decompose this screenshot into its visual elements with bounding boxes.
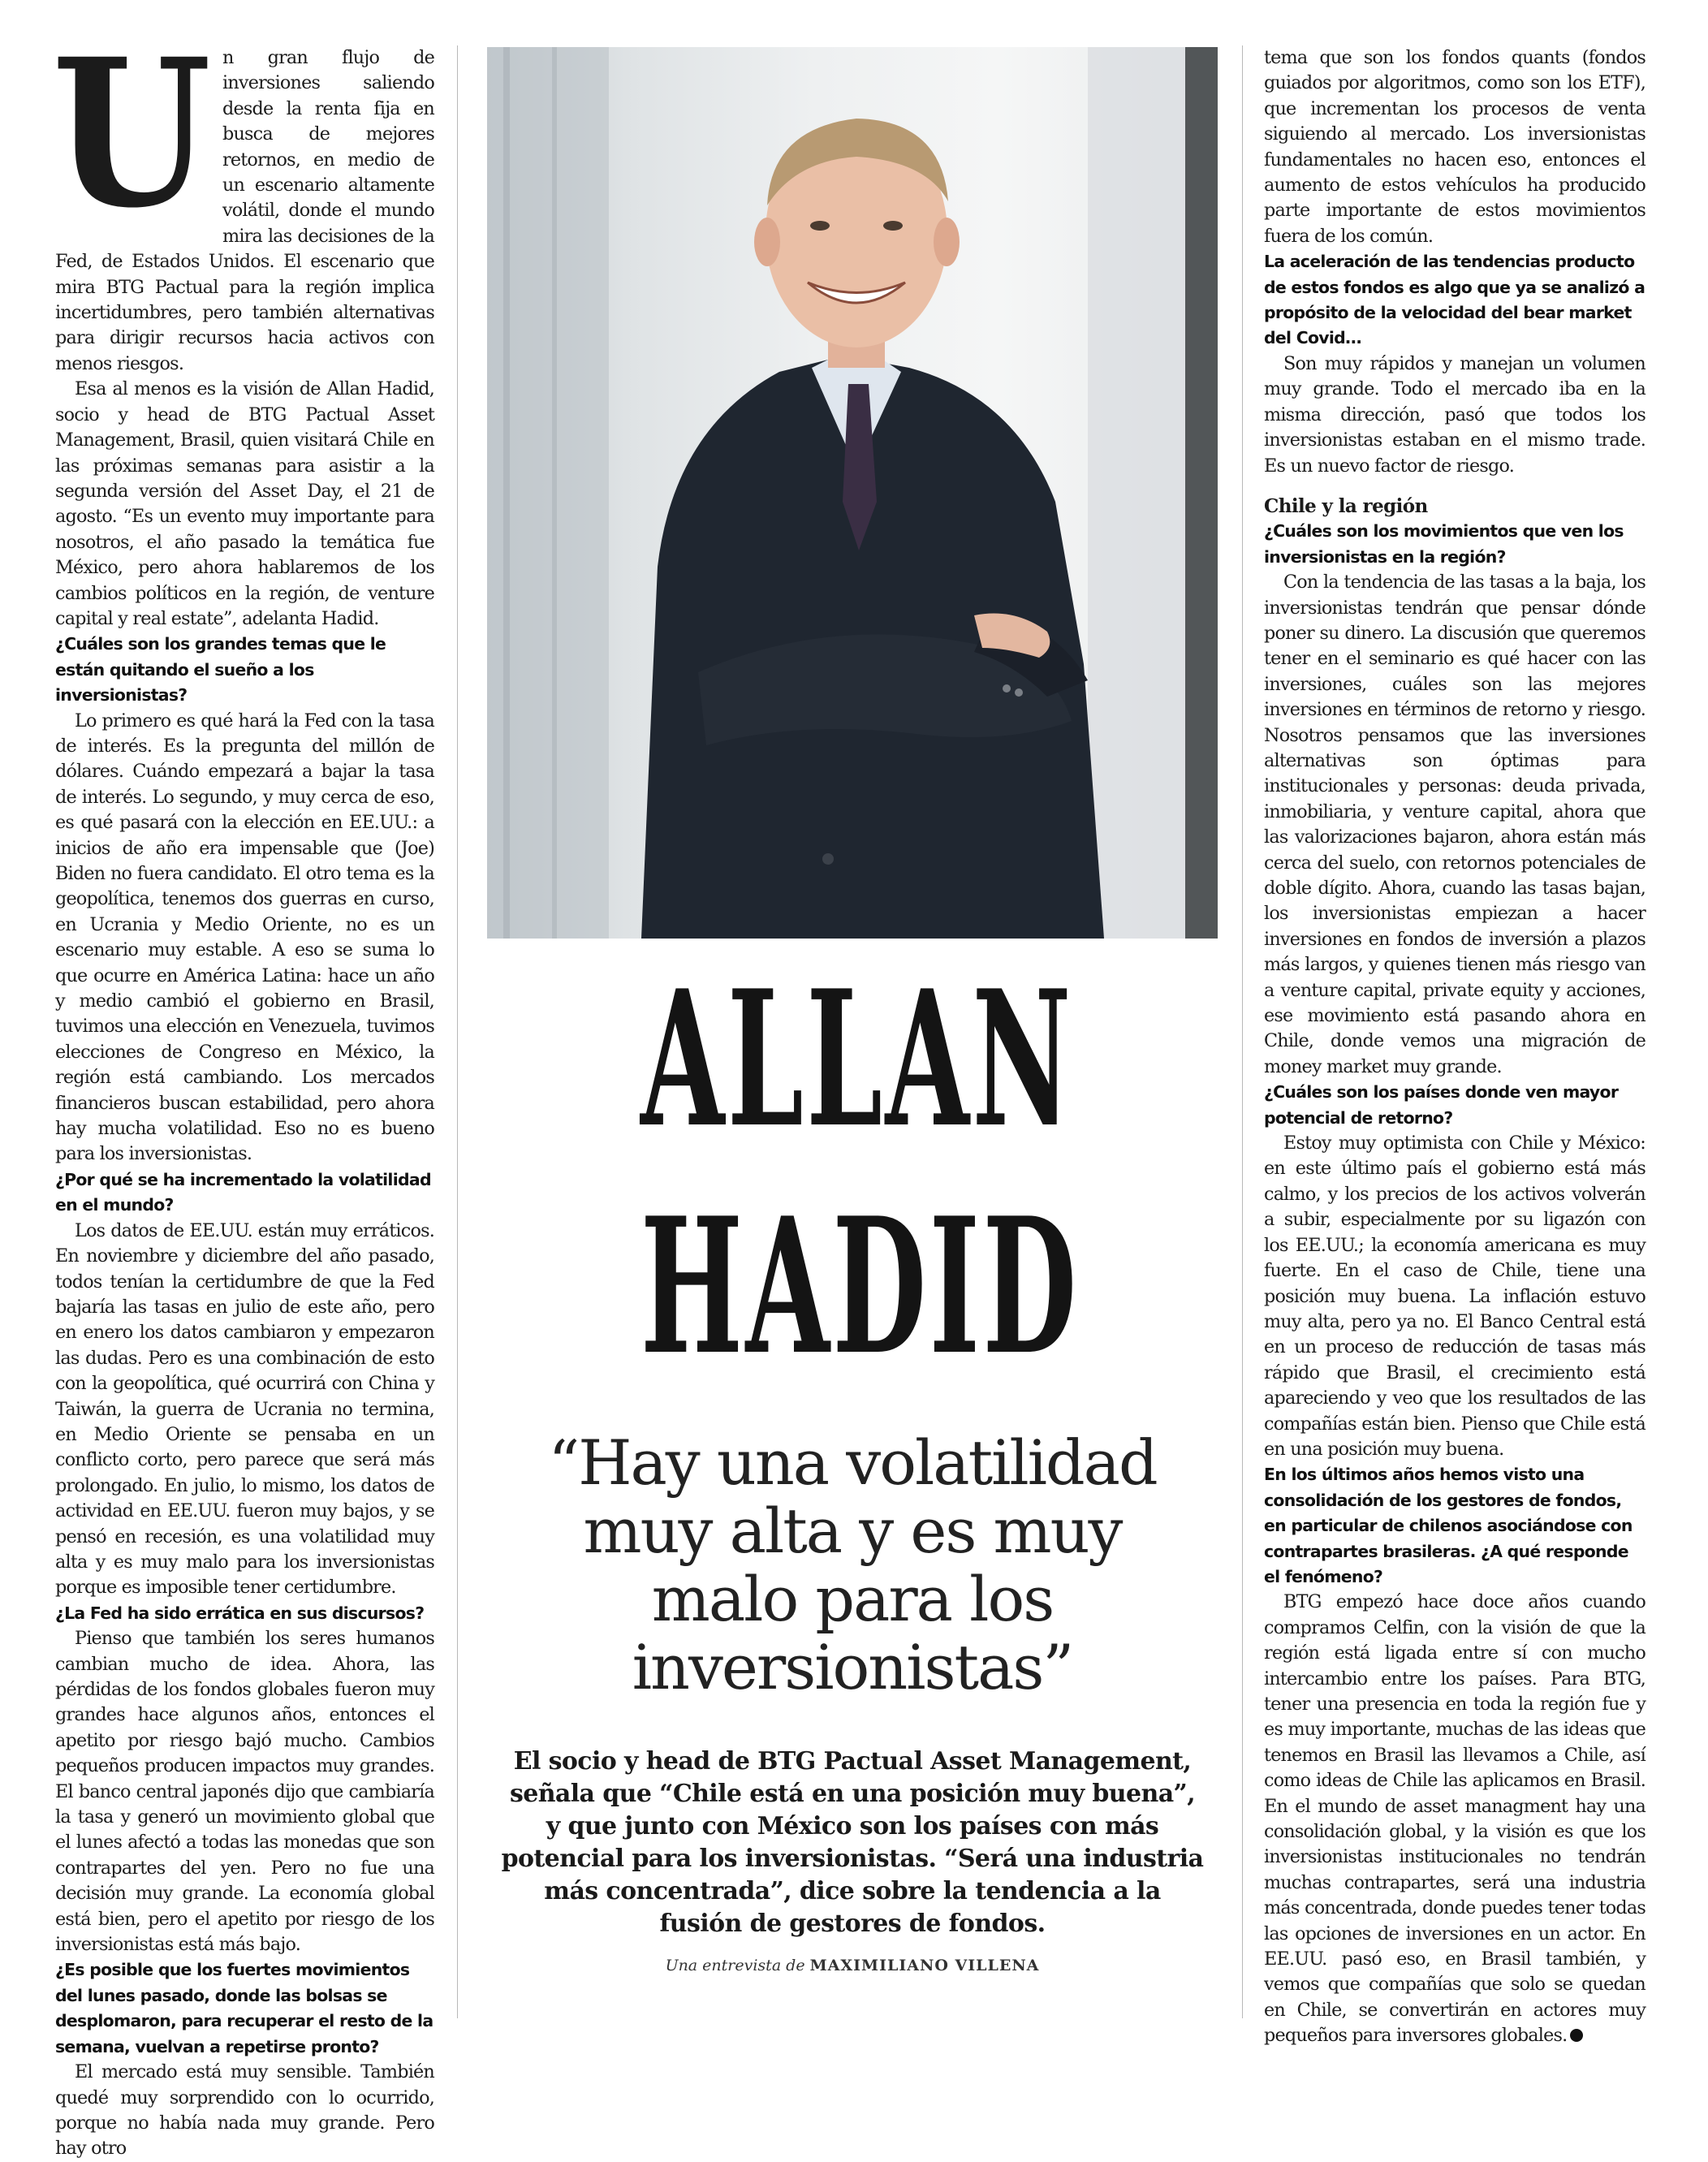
interview-answer [1264,1590,1645,2048]
interview-answer: Estoy muy optimista con Chile y México: en este último país el gobierno está más calmo, y los precios de los activos volverán a subir, especialmente por su ligazón con los EE.UU.; la economía americana es muy fuerte. En el caso de Chile, tiene una posición muy buena. La inflación estuvo muy alta, pero ya no. El Banco Central está en un proceso de reducción de tasas más rápido que Brasil, el crecimiento está apareciendo y veo que los resultados de las compañías están bien. Pienso que Chile está en una posición muy buena. [1264,1133,1645,1460]
interview-answer: Pienso que también los seres humanos cambian mucho de idea. Ahora, las pérdidas de los fondos globales fueron muy grandes hace algunos años, entonces el apetito por riesgo bajó mucho. Cambios pequeños producen impactos muy grandes. El banco central japonés dijo que cambiaría la tasa y generó un movimiento global que el lunes afectó a todas las monedas que son contrapartes del yen. Pero no fue una decisión muy grande. La economía global está bien, pero el apetito por riesgo de los inversionistas está más bajo. [55,1628,434,1956]
intro-paragraph: n gran flujo de inversiones saliendo desde la renta fija en busca de mejores retornos, en medio de un escenario altamente volátil, donde el mundo mira las decisiones de la Fed, de Estados Unidos. El escenario que mira BTG Pactual para la región implica incertidumbres, pero también alternativas para dirigir recursos hacia activos con menos riesgos. [55,47,434,374]
interview-question: ¿Cuáles son los movimientos que ven los inversionistas en la región? [1264,521,1624,567]
interview-question: ¿Cuáles son los países donde ven mayor potencial de retorno? [1264,1082,1619,1128]
deck-summary: El socio y head de BTG Pactual Asset Management, señala que “Chile está en una posición muy buena”, y que junto con México son los países con más potencial para los inversionistas. “Será una industria más concentrada”, dice sobre la tendencia a la fusión de gestores de fondos. [501,1747,1204,1938]
headline-last-name: HADID [640,1177,1080,1396]
interview-question: En los últimos años hemos visto una consolidación de los gestores de fondos, en particular de chilenos asociándose con contrapartes brasileras. ¿A qué responde el fenómeno? [1264,1465,1633,1586]
end-mark-icon [1570,2029,1583,2042]
interview-question: ¿La Fed ha sido errática en sus discursos? [55,1603,425,1623]
column-divider [1242,45,1243,2018]
interview-answer: Con la tendencia de las tasas a la baja, los inversionistas tendrán que pensar dónde poner su dinero. La discusión que queremos tener en el seminario es qué hacer con las inversiones, cuáles son las mejores inversiones en términos de retorno y riesgo. Nosotros pensamos que las inversiones alternativas son óptimas para institucionales y personas: deuda privada, inmobiliaria, y venture capital, ahora que las valorizaciones bajaron, ahora están más cerca del suelo, con retornos potenciales de doble dígito. Ahora, cuando las tasas bajan, los inversionistas empiezan a hacer inversiones en fondos de inversión a plazos más largos, y quienes tienen más riesgo van a venture capital, private equity y acciones, ese movimiento está pasando ahora en Chile, donde vemos una migración de money market muy grande. [1264,572,1645,1077]
interview-question: La aceleración de las tendencias producto de estos fondos es algo que ya se analizó a propósito de la velocidad del bear market del Covid… [1264,252,1645,348]
left-column [52,14,434,2162]
right-column [1264,45,1645,2049]
section-subhead: Chile y la región [1264,494,1428,517]
pull-quote: “Hay una volatilidad muy alta y es muy malo para los inversionistas” [548,1426,1157,1703]
body-paragraph: tema que son los fondos quants (fondos guiados por algoritmos, como son los ETF), que incrementan los procesos de venta siguiendo al mercado. Los inversionistas fundamentales no hacen eso, entonces el aumento de estos vehículos ha producido parte importante de estos movimientos fuera de los común. [1264,47,1645,247]
final-answer-text: BTG empezó hace doce años cuando compramos Celfin, con la visión de que la región está ligada entre sí con mucho intercambio entre los países. Para BTG, tener una presencia en toda la región fue y es muy importante, muchas de las ideas que tenemos en Brasil las llevamos a Chile, así como ideas de Chile las aplicamos en Brasil. En el mundo de asset managment hay una consolidación global, y la visión es que los inversionistas institucionales no tendrán muchas contrapartes, será una industria más concentrada, donde puedes tener todas las opciones de inversiones en un actor. En EE.UU. pasó eso, en Brasil también, y vemos que compañías que solo se quedan en Chile, se convertirán en actores muy pequeños para inversores globales. [1264,1591,1645,2047]
interview-answer: El mercado está muy sensible. También quedé muy sorprendido con lo ocurrido, porque no había nada muy grande. Pero hay otro [55,2061,434,2160]
body-paragraph: Esa al menos es la visión de Allan Hadid, socio y head de BTG Pactual Asset Management, Brasil, quien visitará Chile en las próximas semanas para asistir a la segunda versión del Asset Day, el 21 de agosto. “Es un evento muy importante para nosotros, el año pasado la temática fue México, pero ahora hablaremos de los cambios políticos en la región, de venture capital y real estate”, adelanta Hadid. [55,378,434,629]
interview-answer: Lo primero es qué hará la Fed con la tasa de interés. Es la pregunta del millón de dólares. Cuándo empezará a bajar la tasa de interés. Lo segundo, y muy cerca de eso, es qué pasará con la elección en EE.UU.: a inicios de año era impensable que (Joe) Biden no fuera candidato. El otro tema es la geopolítica, tenemos dos guerras en curso, en Ucrania y Medio Oriente, no es un escenario muy estable. A eso se suma lo que ocurre en América Latina: hace un año y medio cambió el gobierno en Brasil, tuvimos una elección en Venezuela, tuvimos elecciones de Congreso en México, la región está cambiando. Los mercados financieros buscan estabilidad, pero ahora hay mucha volatilidad. Eso no es bueno para los inversionistas. [55,710,434,1165]
interview-question: ¿Es posible que los fuertes movimientos del lunes pasado, donde las bolsas se desplomaron, para recuperar el resto de la semana, vuelvan a repetirse pronto? [55,1960,433,2056]
dropcap: U [52,14,207,252]
portrait-photo [487,47,1218,939]
column-divider [457,45,458,2018]
interview-answer: Los datos de EE.UU. están muy erráticos. En noviembre y diciembre del año pasado, todos tenían la certidumbre de que la Fed bajaría las tasas en julio de este año, pero en enero los datos cambiaron y empezaron las dudas. Pero es una combinación de esto con la geopolítica, qué ocurrirá con China y Taiwán, la guerra de Ucrania no termina, en Medio Oriente se pensaba en un conflicto corto, pero parece que será más prolongado. En julio, lo mismo, los datos de actividad en EE.UU. fueron muy bajos, y se pensó en recesión, es una volatilidad muy alta y es muy malo para los inversionistas porque es imposible tener certidumbre. [55,1219,434,1599]
interview-answer: Son muy rápidos y manejan un volumen muy grande. Todo el mercado iba en la misma dirección, pasó que todos los inversionistas estaban en el mismo trade. Es un nuevo factor de riesgo. [1264,352,1645,477]
byline-author: MAXIMILIANO VILLENA [809,1957,1040,1974]
interview-question: ¿Cuáles son los grandes temas que le están quitando el sueño a los inversionistas? [55,634,386,706]
interview-question: ¿Por qué se ha incrementado la volatilidad en el mundo? [55,1169,431,1215]
portrait-illustration [487,47,1218,939]
byline [487,1957,1218,1974]
headline-first-name: ALLAN [640,950,1074,1169]
byline-prefix: Una entrevista de [665,1957,805,1974]
